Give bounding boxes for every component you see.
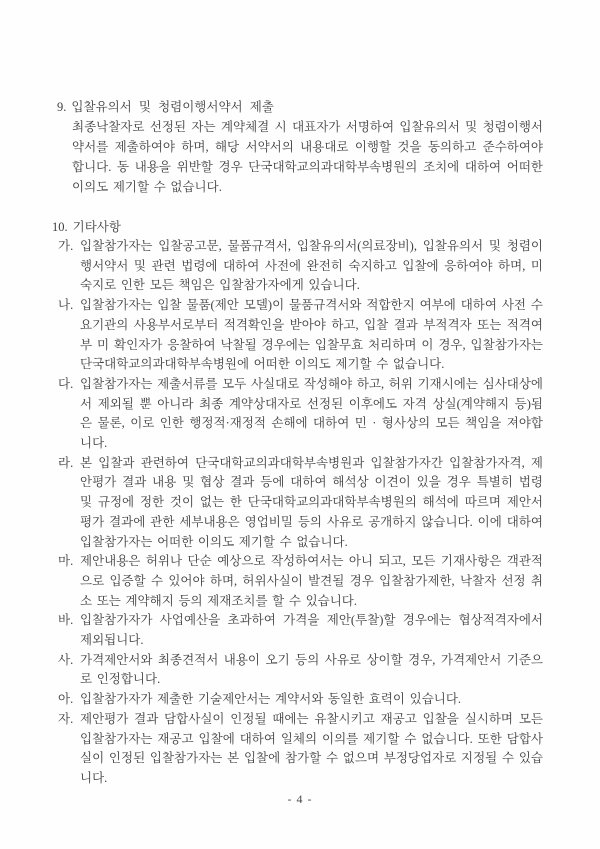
item-text: 입찰참가자가 제출한 기술제안서는 계약서와 동일한 효력이 있습니다. (80, 692, 462, 707)
list-item (58, 651, 543, 690)
page-number: - 4 - (287, 792, 313, 806)
section-9-heading (57, 97, 543, 117)
section-bid-pledge-submission (52, 97, 543, 197)
item-marker: 나. (58, 298, 74, 313)
item-marker: 바. (58, 613, 74, 628)
list-item (58, 454, 543, 553)
item-marker: 아. (58, 692, 74, 707)
list-item (58, 611, 543, 650)
section-9-body: 최종낙찰자로 선정된 자는 계약체결 시 대표자가 서명하여 입찰유의서 및 청렴이행서약서를 제출하여야 하며, 해당 서약서의 내용대로 이행할 것을 동의하고 준수하여야 합니다. 동 내용을 위반할 경우 단국대학교의과대학부속병원의 조치에 대하여 어떠한 이의도 제기할 수 없습니다. (72, 120, 543, 194)
section-10-heading (52, 217, 543, 237)
item-text: 입찰참가자가 사업예산을 초과하여 가격을 제안(투찰)할 경우에는 협상적격자에서 제외됩니다. (80, 613, 543, 648)
item-text: 제안평가 결과 담합사실이 인정될 때에는 유찰시키고 재공고 입찰을 실시하며 모든 입찰참가자는 재공고 입찰에 대하여 일체의 이의를 제기할 수 없습니다. 또한 담합사실이 인정된 입찰참가자는 본 입찰에 참가할 수 없으며 부정당업자로 지정될 수 있습니다. (80, 711, 543, 785)
item-text: 입찰참가자는 입찰 물품(제안 모델)이 물품규격서와 적합한지 여부에 대하여 사전 수요기관의 사용부서로부터 적격확인을 받아야 하고, 입찰 결과 부적격자 또는 적격여부 미 확인자가 응찰하여 낙찰될 경우에는 입찰무효 처리하며 이 경우, 입찰참가자는 단국대학교의과대학부속병원에 어떠한 이의도 제기할 수 없습니다. (80, 298, 543, 372)
section-10-number: 10. (52, 220, 68, 234)
list-item (58, 690, 543, 710)
item-marker: 가. (58, 239, 74, 253)
item-marker: 사. (58, 652, 74, 667)
item-text: 제안내용은 허위나 단순 예상으로 작성하여서는 아니 되고, 모든 기재사항은 객관적으로 입증할 수 있어야 하며, 허위사실이 발견될 경우 입찰참가제한, 낙찰자 선정 취소 또는 계약해지 등의 제재조치를 할 수 있습니다. (80, 554, 543, 608)
item-marker: 자. (58, 711, 74, 726)
item-text: 입찰참가자는 제출서류를 모두 사실대로 작성해야 하고, 허위 기재시에는 심사대상에서 제외될 뿐 아니라 최종 계약상대자로 선정된 이후에도 자격 상실(계약해지 등)됨은 물론, 이로 인한 행정적·재정적 손해에 대하여 민 · 형사상의 모든 책임을 져야합니다. (80, 376, 543, 451)
list-item (58, 375, 543, 454)
section-9-title: 입찰유의서 및 청렴이행서약서 제출 (71, 100, 274, 114)
section-10-title: 기타사항 (72, 220, 121, 234)
list-item (58, 296, 543, 375)
other-matters-item-list (52, 237, 543, 789)
section-other-matters (52, 217, 543, 789)
list-item (58, 552, 543, 611)
item-marker: 라. (58, 455, 74, 470)
item-text: 본 입찰과 관련하여 단국대학교의과대학부속병원과 입찰참가자간 입찰참가자격, 제안평가 결과 내용 및 협상 결과 등에 대하여 해석상 이견이 있을 경우 특별히 법령 및 규정에 정한 것이 없는 한 단국대학교의과대학부속병원의 해석에 따르며 제안서 평가 결과에 관한 세부내용은 영업비밀 등의 사유로 공개하지 않습니다. 이에 대하여 입찰참가자는 어떠한 이의도 제기할 수 없습니다. (80, 455, 543, 549)
item-text: 가격제안서와 최종견적서 내용이 오기 등의 사유로 상이할 경우, 가격제안서 기준으로 인정합니다. (80, 652, 543, 687)
section-9-number: 9. (57, 100, 67, 114)
item-text: 입찰참가자는 입찰공고문, 물품규격서, 입찰유의서(의료장비), 입찰유의서 및 청렴이행서약서 및 관련 법령에 대하여 사전에 완전히 숙지하고 입찰에 응하여야 하며, 미숙지로 인한 모든 책임은 입찰참가자에게 있습니다. (80, 239, 543, 293)
item-marker: 마. (58, 554, 74, 569)
list-item (58, 710, 543, 789)
list-item (58, 237, 543, 296)
item-marker: 다. (58, 376, 74, 391)
